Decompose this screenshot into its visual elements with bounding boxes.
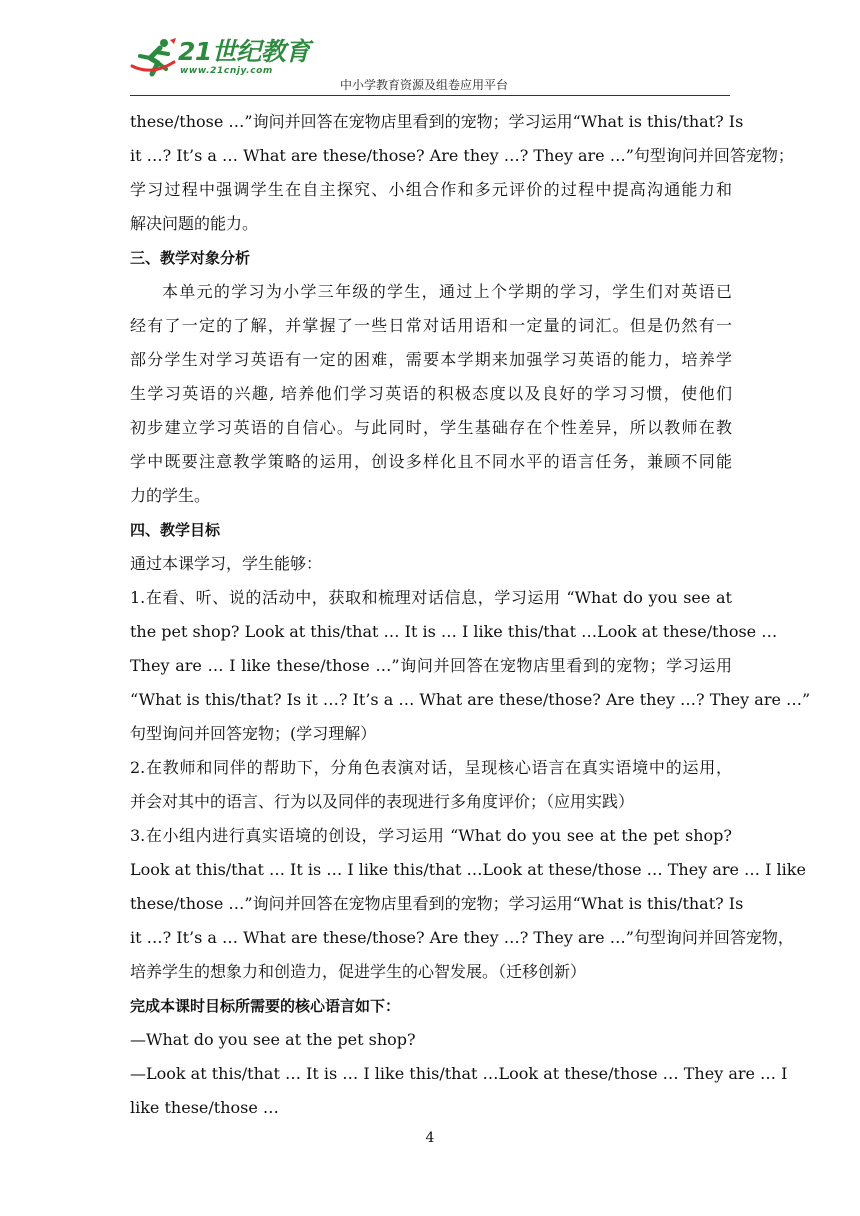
section-heading: 三、教学对象分析	[130, 249, 251, 267]
runner-logo-icon	[130, 36, 178, 82]
site-logo	[130, 36, 310, 82]
text-line: these/those …”询问并回答在宠物店里看到的宠物；学习运用“What is this/that? Is	[130, 894, 744, 913]
text-line: it …? It’s a … What are these/those? Are they …? They are …”句型询问并回答宠物，	[130, 928, 794, 947]
page-header	[0, 0, 860, 100]
text-line: 初步建立学习英语的自信心。与此同时，学生基础存在个性差异，所以教师在教	[130, 418, 732, 437]
platform-title: 中小学教育资源及组卷应用平台	[340, 78, 509, 92]
text-line: these/those …”询问并回答在宠物店里看到的宠物；学习运用“What is this/that? Is	[130, 112, 744, 131]
text-line: 培养学生的想象力和创造力，促进学生的心智发展。（迁移创新）	[130, 962, 587, 981]
text-line: 1.在看、听、说的活动中，获取和梳理对话信息，学习运用 “What do you see at	[130, 588, 732, 607]
text-line: —What do you see at the pet shop?	[130, 1030, 416, 1049]
text-line: “What is this/that? Is it …? It’s a … What are these/those? Are they …? They are …”	[130, 690, 811, 709]
text-line: it …? It’s a … What are these/those? Are they …? They are …”句型询问并回答宠物；	[130, 146, 794, 165]
text-line: 学习过程中强调学生在自主探究、小组合作和多元评价的过程中提高沟通能力和	[130, 180, 732, 199]
text-line: —Look at this/that … It is … I like this/that …Look at these/those … They are … I	[130, 1064, 788, 1083]
text-line: like these/those …	[130, 1098, 279, 1117]
text-line: 部分学生对学习英语有一定的困难，需要本学期来加强学习英语的能力，培养学	[130, 350, 732, 369]
logo-text: 21世纪教育	[178, 37, 310, 66]
header-divider	[130, 95, 730, 96]
text-line: 通过本课学习，学生能够：	[130, 554, 323, 573]
section-heading: 四、教学目标	[130, 521, 221, 539]
text-line: 生学习英语的兴趣, 培养他们学习英语的积极态度以及良好的学习习惯，使他们	[130, 384, 732, 403]
text-line: 句型询问并回答宠物；(学习理解）	[130, 724, 377, 743]
text-line: Look at this/that … It is … I like this/that …Look at these/those … They are … I like	[130, 860, 806, 879]
text-line: 学中既要注意教学策略的运用，创设多样化且不同水平的语言任务，兼顾不同能	[130, 452, 732, 471]
section-heading: 完成本课时目标所需要的核心语言如下：	[130, 997, 401, 1015]
text-line: 经有了一定的了解，并掌握了一些日常对话用语和一定量的词汇。但是仍然有一	[130, 316, 732, 335]
text-line: 2.在教师和同伴的帮助下，分角色表演对话，呈现核心语言在真实语境中的运用，	[130, 758, 732, 777]
text-line: 本单元的学习为小学三年级的学生，通过上个学期的学习，学生们对英语已	[162, 282, 732, 301]
text-line: They are … I like these/those …”询问并回答在宠物店里看到的宠物；学习运用	[130, 656, 732, 675]
logo-url: www.21cnjy.com	[180, 66, 273, 76]
page-number: 4	[425, 1130, 435, 1146]
text-line: 解决问题的能力。	[130, 214, 259, 233]
text-line: 并会对其中的语言、行为以及同伴的表现进行多角度评价；（应用实践）	[130, 792, 635, 811]
text-line: 力的学生。	[130, 486, 211, 505]
text-line: 3.在小组内进行真实语境的创设，学习运用 “What do you see at the pet shop?	[130, 826, 732, 845]
text-line: the pet shop? Look at this/that … It is … I like this/that …Look at these/those …	[130, 622, 778, 641]
document-body	[130, 105, 811, 1125]
